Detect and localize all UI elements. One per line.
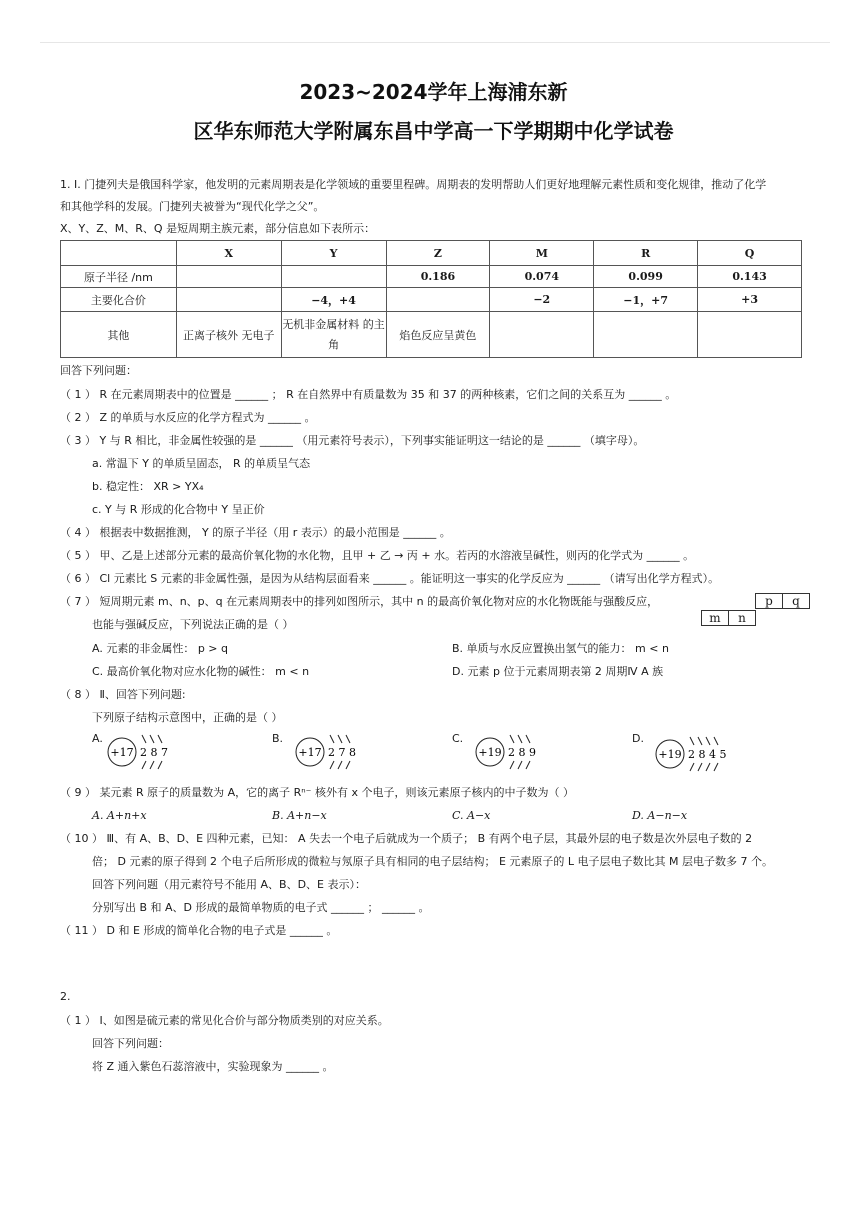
table-cell: 无机非金属材料 的主角 — [281, 312, 386, 358]
atom-diagram-c — [452, 732, 552, 772]
header-rule — [40, 42, 830, 43]
shell-electrons: 2 7 8 — [328, 746, 356, 759]
table-header-cell: R — [594, 241, 698, 266]
q1-part-5: （ 5 ） 甲、乙是上述部分元素的最高价氧化物的水化物，且甲 + 乙 → 丙 + 水。若丙的水溶液呈碱性，则丙的化学式为 ______ 。 — [60, 549, 695, 562]
table-cell — [281, 266, 386, 288]
nucleus-charge: +19 — [658, 748, 682, 761]
option-label: A. — [92, 732, 103, 745]
q1-part-8-line-2: 下列原子结构示意图中，正确的是（ ） — [92, 711, 283, 724]
table-cell: 0.186 — [386, 266, 490, 288]
q1-part-7-option-a: A. 元素的非金属性： p > q — [92, 642, 228, 655]
table-header-cell: Y — [281, 241, 386, 266]
q2-part-1-line-3: 将 Z 通入紫色石蕊溶液中，实验现象为 ______ 。 — [92, 1060, 334, 1073]
q1-part-9-option-b: B. A+n−x — [272, 809, 327, 822]
grid-cell: q — [783, 594, 810, 609]
grid-cell: n — [729, 611, 756, 626]
atom-structure-icon — [100, 732, 190, 772]
q1-part-10-line-4: 分别写出 B 和 A、D 形成的最简单物质的电子式 ______ ； ______ 。 — [92, 901, 430, 914]
q1-part-3-option-b: b. 稳定性： XR > YX₄ — [92, 480, 204, 493]
q1-part-10-line-2: 倍； D 元素的原子得到 2 个电子后所形成的微粒与氖原子具有相同的电子层结构； E 元素原子的 L 电子层电子数比其 M 层电子数多 7 个。 — [92, 855, 773, 868]
table-header-cell: Z — [386, 241, 490, 266]
q1-part-11: （ 11 ） D 和 E 形成的简单化合物的电子式是 ______ 。 — [60, 924, 338, 937]
table-cell: 0.074 — [490, 266, 594, 288]
shell-electrons: 2 8 9 — [508, 746, 536, 759]
atom-diagram-d — [632, 732, 742, 772]
q1-part-9-option-c: C. A−x — [452, 809, 491, 822]
q1-part-10-line-3: 回答下列问题（用元素符号不能用 A、B、D、E 表示）： — [92, 878, 366, 891]
table-cell: +3 — [698, 288, 802, 312]
q2-part-1-line-2: 回答下列问题： — [92, 1037, 169, 1050]
q1-part-3-option-a: a. 常温下 Y 的单质呈固态， R 的单质呈气态 — [92, 457, 311, 470]
option-label: C. — [452, 732, 464, 745]
q1-part-1: （ 1 ） R 在元素周期表中的位置是 ______ ； R 在自然界中有质量数为 35 和 37 的两种核素，它们之间的关系互为 ______ 。 — [60, 388, 677, 401]
periodic-position-grid-bottom — [701, 610, 756, 626]
table-cell — [176, 288, 281, 312]
table-cell: 正离子核外 无电子 — [176, 312, 281, 358]
q1-intro-line-1: 1. Ⅰ. 门捷列夫是俄国科学家，他发明的元素周期表是化学领域的重要里程碑。周期表的发明帮助人们更好地理解元素性质和变化规律，推动了化学 — [60, 178, 767, 191]
grid-cell: m — [702, 611, 729, 626]
table-cell — [386, 288, 490, 312]
atom-diagram-b — [272, 732, 372, 772]
page-title-line-1: 2023~2024学年上海浦东新 — [299, 80, 568, 104]
table-header-row — [61, 241, 802, 266]
table-cell: 焰色反应呈黄色 — [386, 312, 490, 358]
q1-intro-line-3: X、Y、Z、M、R、Q 是短周期主族元素，部分信息如下表所示： — [60, 222, 376, 235]
table-row — [61, 288, 802, 312]
atom-structure-icon — [640, 732, 740, 772]
table-cell: −2 — [490, 288, 594, 312]
table-cell: 原子半径 /nm — [61, 266, 177, 288]
table-cell: 主要化合价 — [61, 288, 177, 312]
nucleus-charge: +19 — [478, 746, 502, 759]
q1-part-7-option-d: D. 元素 p 位于元素周期表第 2 周期Ⅳ A 族 — [452, 665, 664, 678]
atom-diagram-a — [92, 732, 192, 772]
table-row — [61, 312, 802, 358]
table-cell: −1，+7 — [594, 288, 698, 312]
q1-part-9-option-d: D. A−n−x — [632, 809, 688, 822]
table-row — [61, 266, 802, 288]
q1-part-7-line-2: 也能与强碱反应，下列说法正确的是（ ） — [92, 618, 294, 631]
table-cell — [594, 312, 698, 358]
answer-prompt: 回答下列问题： — [60, 364, 137, 377]
q1-part-3: （ 3 ） Y 与 R 相比，非金属性较强的是 ______ （用元素符号表示），下列事实能证明这一结论的是 ______ （填字母）。 — [60, 434, 645, 447]
q1-part-2: （ 2 ） Z 的单质与水反应的化学方程式为 ______ 。 — [60, 411, 316, 424]
q1-part-3-option-c: c. Y 与 R 形成的化合物中 Y 呈正价 — [92, 503, 265, 516]
table-header-cell: X — [176, 241, 281, 266]
shell-electrons: 2 8 7 — [140, 746, 168, 759]
q1-part-7-line-1: （ 7 ） 短周期元素 m、n、p、q 在元素周期表中的排列如图所示，其中 n 的最高价氧化物对应的水化物既能与强酸反应， — [60, 595, 659, 608]
q1-part-9-option-a: A. A+n+x — [92, 809, 147, 822]
table-cell: 0.099 — [594, 266, 698, 288]
periodic-position-grid-top — [755, 593, 810, 609]
q1-part-7-option-c: C. 最高价氧化物对应水化物的碱性： m < n — [92, 665, 310, 678]
table-cell: 其他 — [61, 312, 177, 358]
atom-structure-icon — [280, 732, 370, 772]
table-header-cell: Q — [698, 241, 802, 266]
page-title-line-2: 区华东师范大学附属东昌中学高一下学期期中化学试卷 — [193, 119, 674, 143]
q1-part-8-line-1: （ 8 ） Ⅱ、回答下列问题: — [60, 688, 186, 701]
table-header-cell: M — [490, 241, 594, 266]
q2-number: 2. — [60, 990, 71, 1003]
q1-part-7-option-b: B. 单质与水反应置换出氢气的能力： m < n — [452, 642, 669, 655]
nucleus-charge: +17 — [298, 746, 322, 759]
q1-part-10-line-1: （ 10 ） Ⅲ、有 A、B、D、E 四种元素，已知： A 失去一个电子后就成为一个质子； B 有两个电子层，其最外层的电子数是次外层电子数的 2 — [60, 832, 753, 845]
grid-cell: p — [756, 594, 783, 609]
element-info-table — [60, 240, 802, 358]
table-header-cell — [61, 241, 177, 266]
q1-part-9: （ 9 ） 某元素 R 原子的质量数为 A，它的离子 Rⁿ⁻ 核外有 x 个电子，则该元素原子核内的中子数为（ ） — [60, 786, 574, 799]
option-label: B. — [272, 732, 284, 745]
q1-intro-line-2: 和其他学科的发展。门捷列夫被誉为“现代化学之父”。 — [60, 200, 325, 213]
q2-part-1: （ 1 ） Ⅰ、如图是硫元素的常见化合价与部分物质类别的对应关系。 — [60, 1014, 389, 1027]
q1-part-4: （ 4 ） 根据表中数据推测， Y 的原子半径（用 r 表示）的最小范围是 ______ 。 — [60, 526, 451, 539]
table-cell — [176, 266, 281, 288]
table-cell: 0.143 — [698, 266, 802, 288]
table-cell — [490, 312, 594, 358]
table-cell — [698, 312, 802, 358]
shell-electrons: 2 8 4 5 — [688, 748, 727, 761]
q1-part-6: （ 6 ） Cl 元素比 S 元素的非金属性强，是因为从结构层面看来 ______ 。能证明这一事实的化学反应为 ______ （请写出化学方程式）。 — [60, 572, 720, 585]
atom-structure-icon — [460, 732, 550, 772]
option-label: D. — [632, 732, 644, 745]
table-cell: −4，+4 — [281, 288, 386, 312]
nucleus-charge: +17 — [110, 746, 134, 759]
